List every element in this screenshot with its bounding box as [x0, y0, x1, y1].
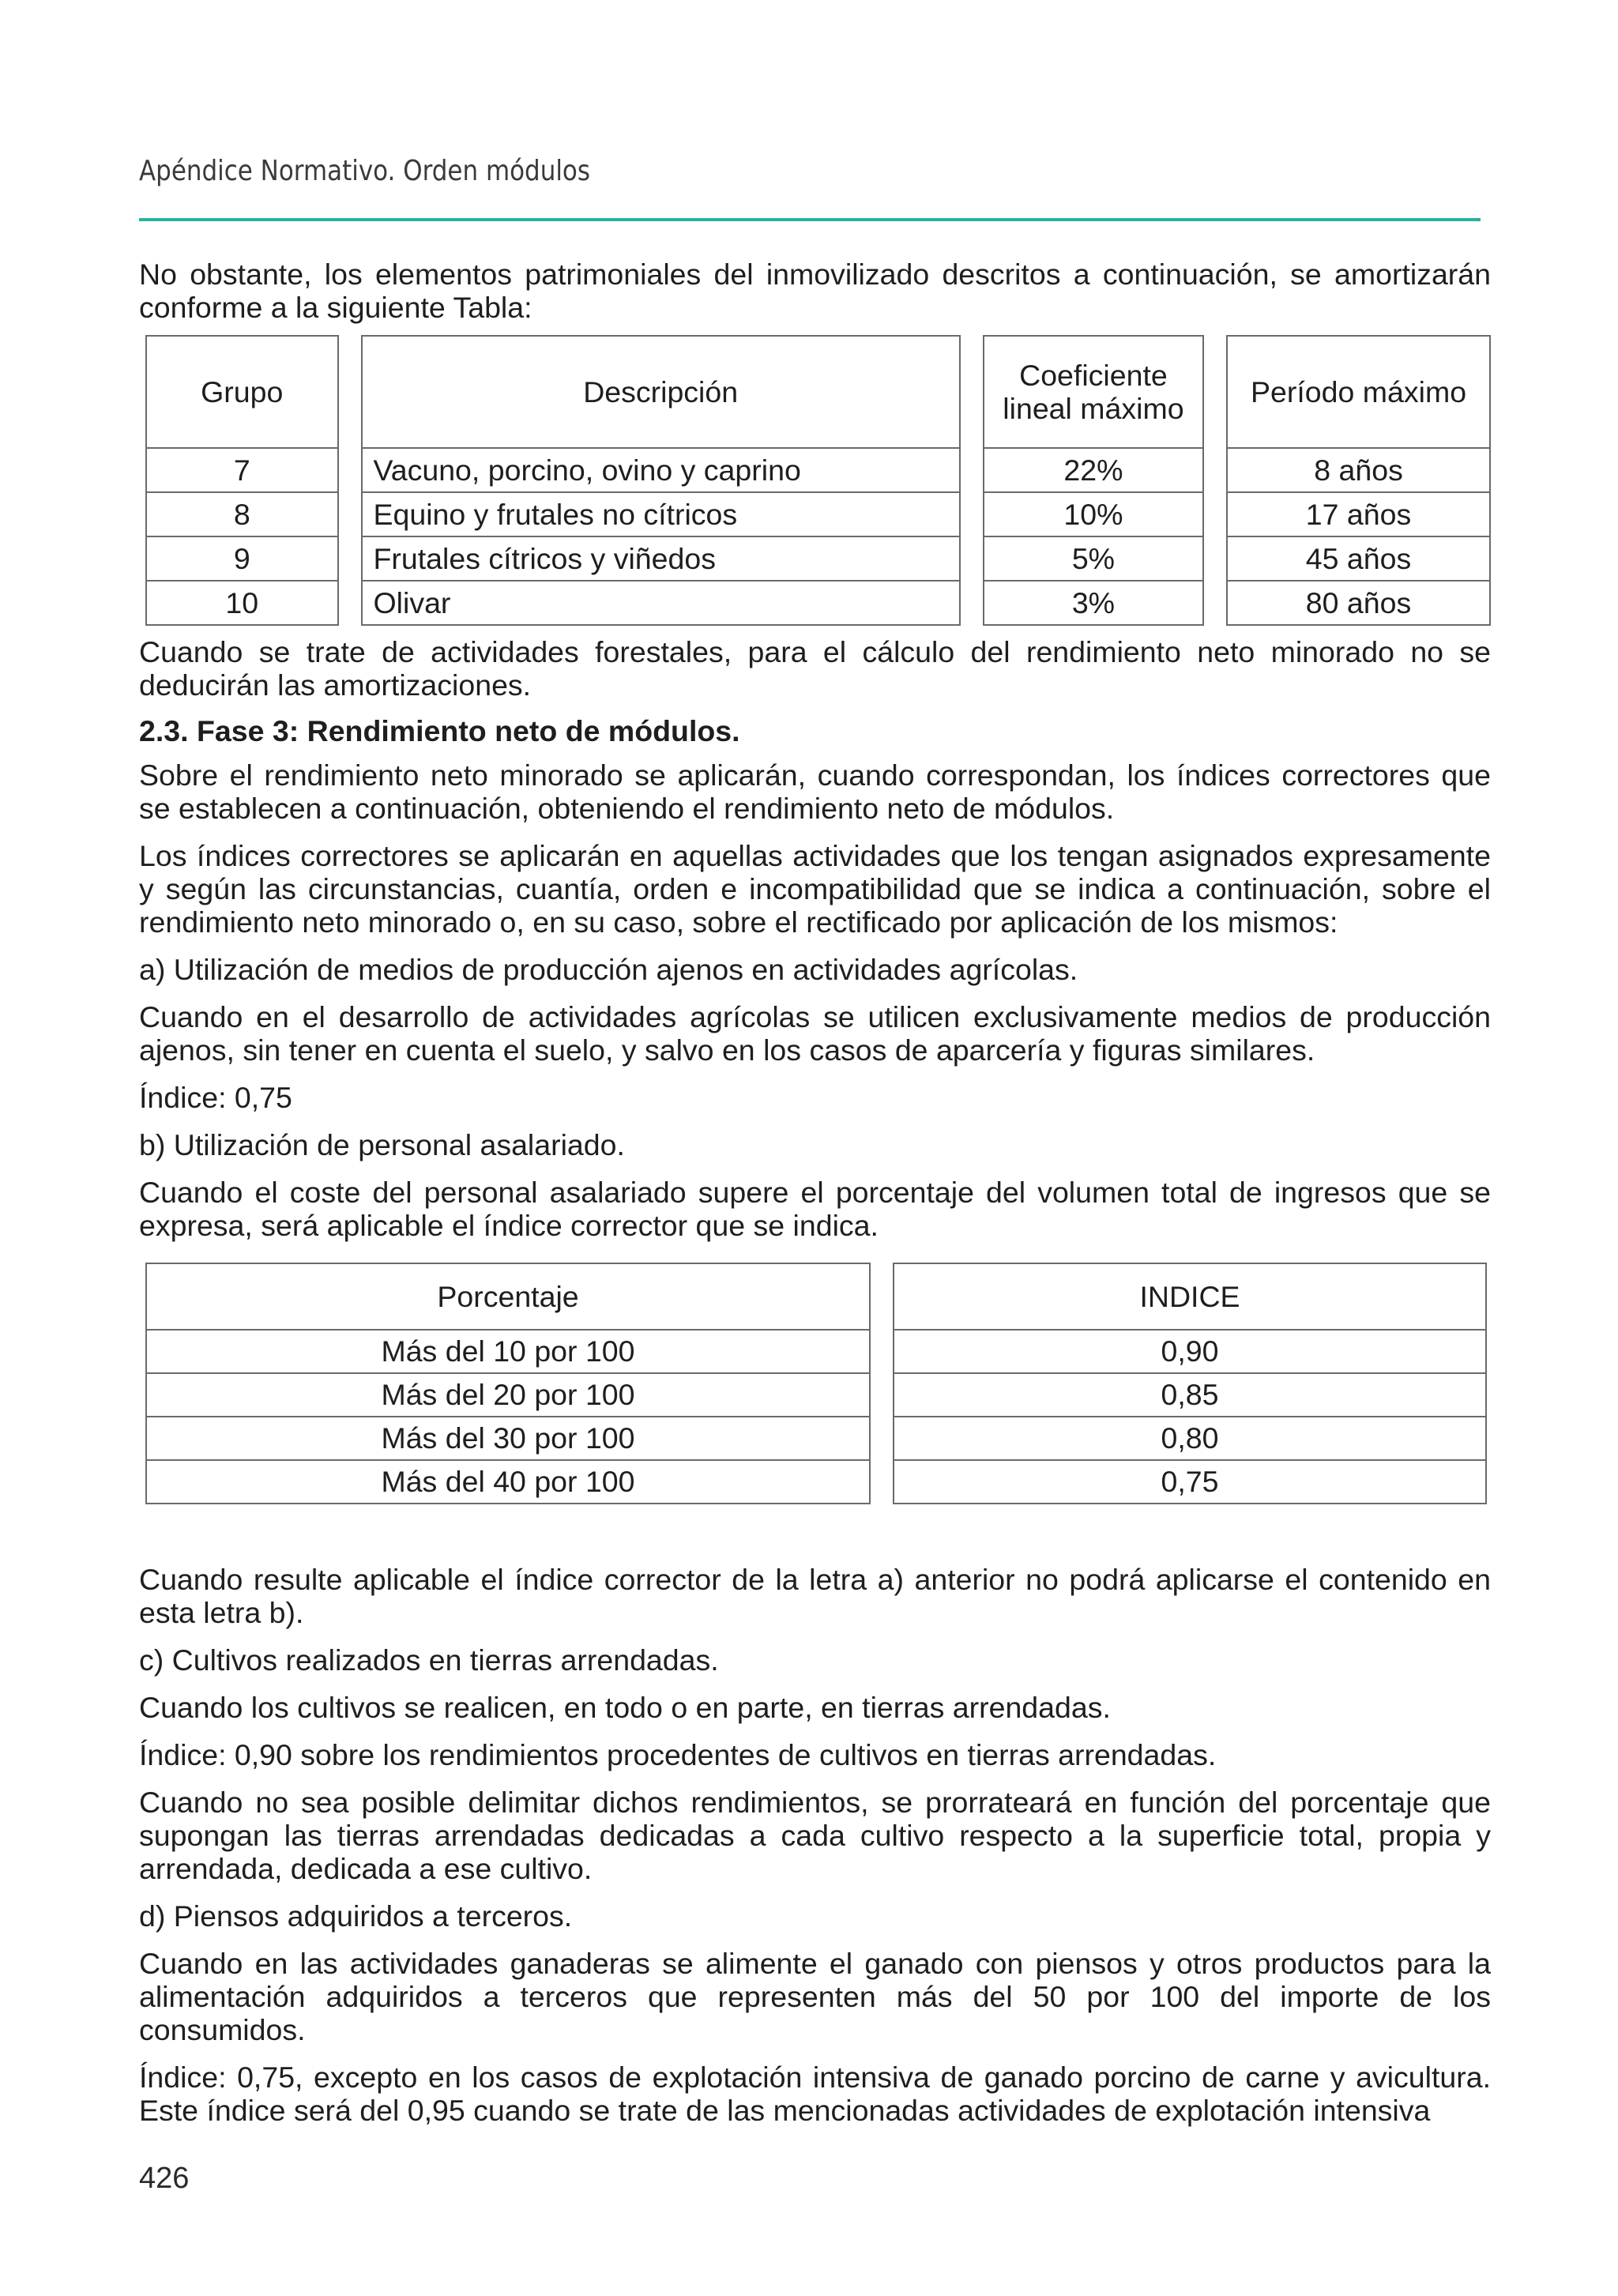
- item-a-text: Cuando en el desarrollo de actividades agrícolas se utilicen exclusivamente medios de producción ajenos, sin tener en cuenta el suelo, y salvo en los casos de aparcería y figuras similares.: [139, 1000, 1491, 1067]
- porcentaje-column: [145, 1263, 871, 1504]
- grupo-column: [145, 335, 339, 626]
- periodo-header: Período máximo: [1227, 336, 1490, 448]
- item-c-text: Cuando los cultivos se realicen, en todo o en parte, en tierras arrendadas.: [139, 1691, 1111, 1724]
- table-cell: 0,90: [894, 1330, 1486, 1373]
- table-cell: 8 años: [1227, 448, 1490, 492]
- item-c-note: Cuando no sea posible delimitar dichos rendimientos, se prorrateará en función del porcentaje que supongan las tierras arrendadas dedicadas a cada cultivo respecto a la superficie total, propia y arrendada, dedicada a ese cultivo.: [139, 1786, 1491, 1885]
- page-number: 426: [139, 2162, 190, 2195]
- table-cell: 5%: [984, 536, 1203, 581]
- item-c-title: c) Cultivos realizados en tierras arrendadas.: [139, 1643, 719, 1677]
- item-b-text: Cuando el coste del personal asalariado supere el porcentaje del volumen total de ingresos que se expresa, será aplicable el índice corrector que se indica.: [139, 1176, 1491, 1242]
- personal-index-table: [145, 1263, 1491, 1504]
- table-cell: Frutales cítricos y viñedos: [362, 536, 960, 581]
- intro-paragraph: No obstante, los elementos patrimoniales del inmovilizado descritos a continuación, se amortizarán conforme a la siguiente Tabla:: [139, 258, 1491, 324]
- table-cell: 17 años: [1227, 492, 1490, 536]
- periodo-column: [1226, 335, 1491, 626]
- grupo-header: Grupo: [146, 336, 338, 448]
- item-b-note: Cuando resulte aplicable el índice corrector de la letra a) anterior no podrá aplicarse el contenido en esta letra b).: [139, 1563, 1491, 1629]
- table-cell: Más del 10 por 100: [146, 1330, 870, 1373]
- indice-header: INDICE: [894, 1263, 1486, 1330]
- table-cell: 9: [146, 536, 338, 581]
- table-cell: 22%: [984, 448, 1203, 492]
- indice-column: [893, 1263, 1487, 1504]
- paragraph-sobre: Sobre el rendimiento neto minorado se aplicarán, cuando correspondan, los índices correctores que se establecen a continuación, obteniendo el rendimiento neto de módulos.: [139, 758, 1491, 825]
- table-cell: Más del 30 por 100: [146, 1417, 870, 1460]
- item-a-title: a) Utilización de medios de producción ajenos en actividades agrícolas.: [139, 953, 1078, 986]
- table-cell: 0,75: [894, 1460, 1486, 1504]
- paragraph-indices: Los índices correctores se aplicarán en aquellas actividades que los tengan asignados expresamente y según las circunstancias, cuantía, orden e incompatibilidad que se indica a continuación, sobre el rendimiento neto minorado o, en su caso, sobre el rectificado por aplicación de los mismos:: [139, 839, 1491, 939]
- header-divider: [139, 218, 1481, 221]
- item-a-index: Índice: 0,75: [139, 1081, 292, 1114]
- amortization-table: [145, 335, 1491, 626]
- table-cell: Vacuno, porcino, ovino y caprino: [362, 448, 960, 492]
- table-cell: Equino y frutales no cítricos: [362, 492, 960, 536]
- forestry-note: Cuando se trate de actividades forestales, para el cálculo del rendimiento neto minorado no se deducirán las amortizaciones.: [139, 635, 1491, 702]
- table-cell: 7: [146, 448, 338, 492]
- running-header: Apéndice Normativo. Orden módulos: [139, 155, 590, 187]
- table-cell: 80 años: [1227, 581, 1490, 625]
- table-cell: 10%: [984, 492, 1203, 536]
- table-cell: 3%: [984, 581, 1203, 625]
- table-cell: 45 años: [1227, 536, 1490, 581]
- item-d-index: Índice: 0,75, excepto en los casos de explotación intensiva de ganado porcino de carne y avicultura. Este índice será del 0,95 cuando se trate de las mencionadas actividades de explotación intensiva: [139, 2061, 1491, 2127]
- item-b-title: b) Utilización de personal asalariado.: [139, 1128, 625, 1161]
- item-c-index: Índice: 0,90 sobre los rendimientos procedentes de cultivos en tierras arrendadas.: [139, 1738, 1217, 1771]
- page-body: [139, 258, 1491, 2141]
- item-d-text: Cuando en las actividades ganaderas se alimente el ganado con piensos y otros productos para la alimentación adquiridos a terceros que representen más del 50 por 100 del importe de los consumidos.: [139, 1947, 1491, 2046]
- porcentaje-header: Porcentaje: [146, 1263, 870, 1330]
- coeficiente-header-line2: lineal máximo: [1003, 392, 1184, 425]
- coeficiente-header: [984, 336, 1203, 448]
- table-cell: 0,80: [894, 1417, 1486, 1460]
- coeficiente-column: [983, 335, 1204, 626]
- descripcion-column: [361, 335, 961, 626]
- table-cell: Más del 20 por 100: [146, 1373, 870, 1417]
- table-cell: Olivar: [362, 581, 960, 625]
- table-cell: 10: [146, 581, 338, 625]
- table-cell: Más del 40 por 100: [146, 1460, 870, 1504]
- section-heading: 2.3. Fase 3: Rendimiento neto de módulos.: [139, 714, 740, 747]
- item-d-title: d) Piensos adquiridos a terceros.: [139, 1899, 573, 1933]
- table-cell: 8: [146, 492, 338, 536]
- descripcion-header: Descripción: [362, 336, 960, 448]
- table-cell: 0,85: [894, 1373, 1486, 1417]
- coeficiente-header-line1: Coeficiente: [1019, 359, 1168, 392]
